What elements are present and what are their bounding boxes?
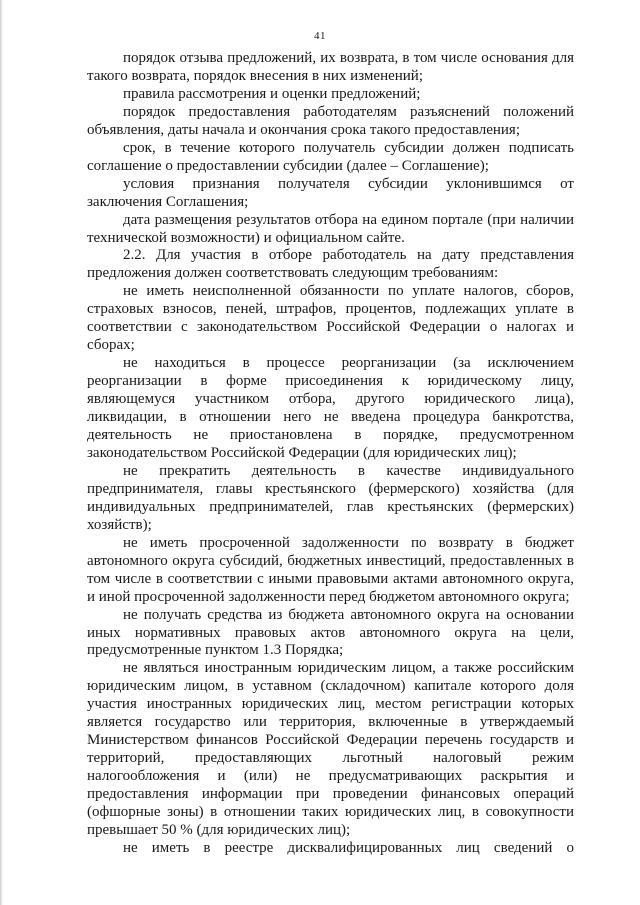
scan-edge-shadow — [0, 0, 3, 905]
paragraph-no-other-funding: не получать средства из бюджета автономного округа на основании иных нормативных правовых актов автономного округа на цели, предусмотренные пунктом 1.3 Порядка; — [87, 606, 574, 659]
paragraph-no-cessation: не прекратить деятельность в качестве индивидуального предпринимателя, главы крестьянского (фермерского) хозяйства (для индивидуальных предпринимателей, глав крестьянских (фермерских) хозяйств); — [87, 462, 574, 533]
paragraph-signing-deadline: срок, в течение которого получатель субсидии должен подписать соглашение о предоставлении субсидии (далее – Соглашение); — [87, 139, 574, 174]
paragraph-withdrawal-procedure: порядок отзыва предложений, их возврата, в том числе основания для такого возврата, порядок внесения в них изменений; — [87, 50, 574, 84]
paragraph-results-publication: дата размещения результатов отбора на едином портале (при наличии технической возможности) и официальном сайте. — [87, 211, 574, 246]
paragraph-no-overdue-debt: не иметь просроченной задолженности по возврату в бюджет автономного округа субсидий, бюджетных инвестиций, предоставленных в том числе в соответствии с иными правовыми актами автономного округа, и иной просроченной задолженности перед бюджетом автономного округа; — [87, 534, 574, 605]
paragraph-section-2-2: 2.2. Для участия в отборе работодатель на дату представления предложения должен соответствовать следующим требованиям: — [87, 247, 574, 282]
page-number: 41 — [314, 30, 326, 42]
paragraph-disqualified-registry: не иметь в реестре дисквалифицированных лиц сведений о — [123, 839, 574, 856]
paragraph-clarification-procedure: порядок предоставления работодателям разъяснений положений объявления, даты начала и окончания срока такого предоставления; — [87, 103, 574, 138]
paragraph-no-reorganization: не находиться в процессе реорганизации (за исключением реорганизации в форме присоединения к юридическому лицу, являющемуся участником отбора, другого юридического лица), ликвидации, в отношении него не введена процедура банкротства, деятельность не приостановлена в порядке, предусмотренном законодательством Российской Федерации (для юридических лиц); — [87, 355, 574, 461]
paragraph-no-tax-debt: не иметь неисполненной обязанности по уплате налогов, сборов, страховых взносов, пеней, штрафов, процентов, подлежащих уплате в соответствии с законодательством Российской Федерации о налогах и сборах; — [87, 283, 574, 354]
paragraph-review-rules: правила рассмотрения и оценки предложений; — [123, 85, 421, 102]
document-body — [87, 50, 574, 858]
paragraph-evasion-conditions: условия признания получателя субсидии уклонившимся от заключения Соглашения; — [87, 175, 574, 210]
paragraph-not-foreign-entity: не являться иностранным юридическим лицом, а также российским юридическим лицом, в уставном (складочном) капитале которого доля участия иностранных юридических лиц, местом регистрации которых является государство или территория, включенные в утверждаемый Министерством финансов Российской Федерации перечень государств и территорий, предоставляющих льготный налоговый режим налогообложения и (или) не предусматривающих раскрытия и предоставления информации при проведении финансовых операций (офшорные зоны) в отношении таких юридических лиц, в совокупности превышает 50 % (для юридических лиц); — [87, 660, 574, 838]
